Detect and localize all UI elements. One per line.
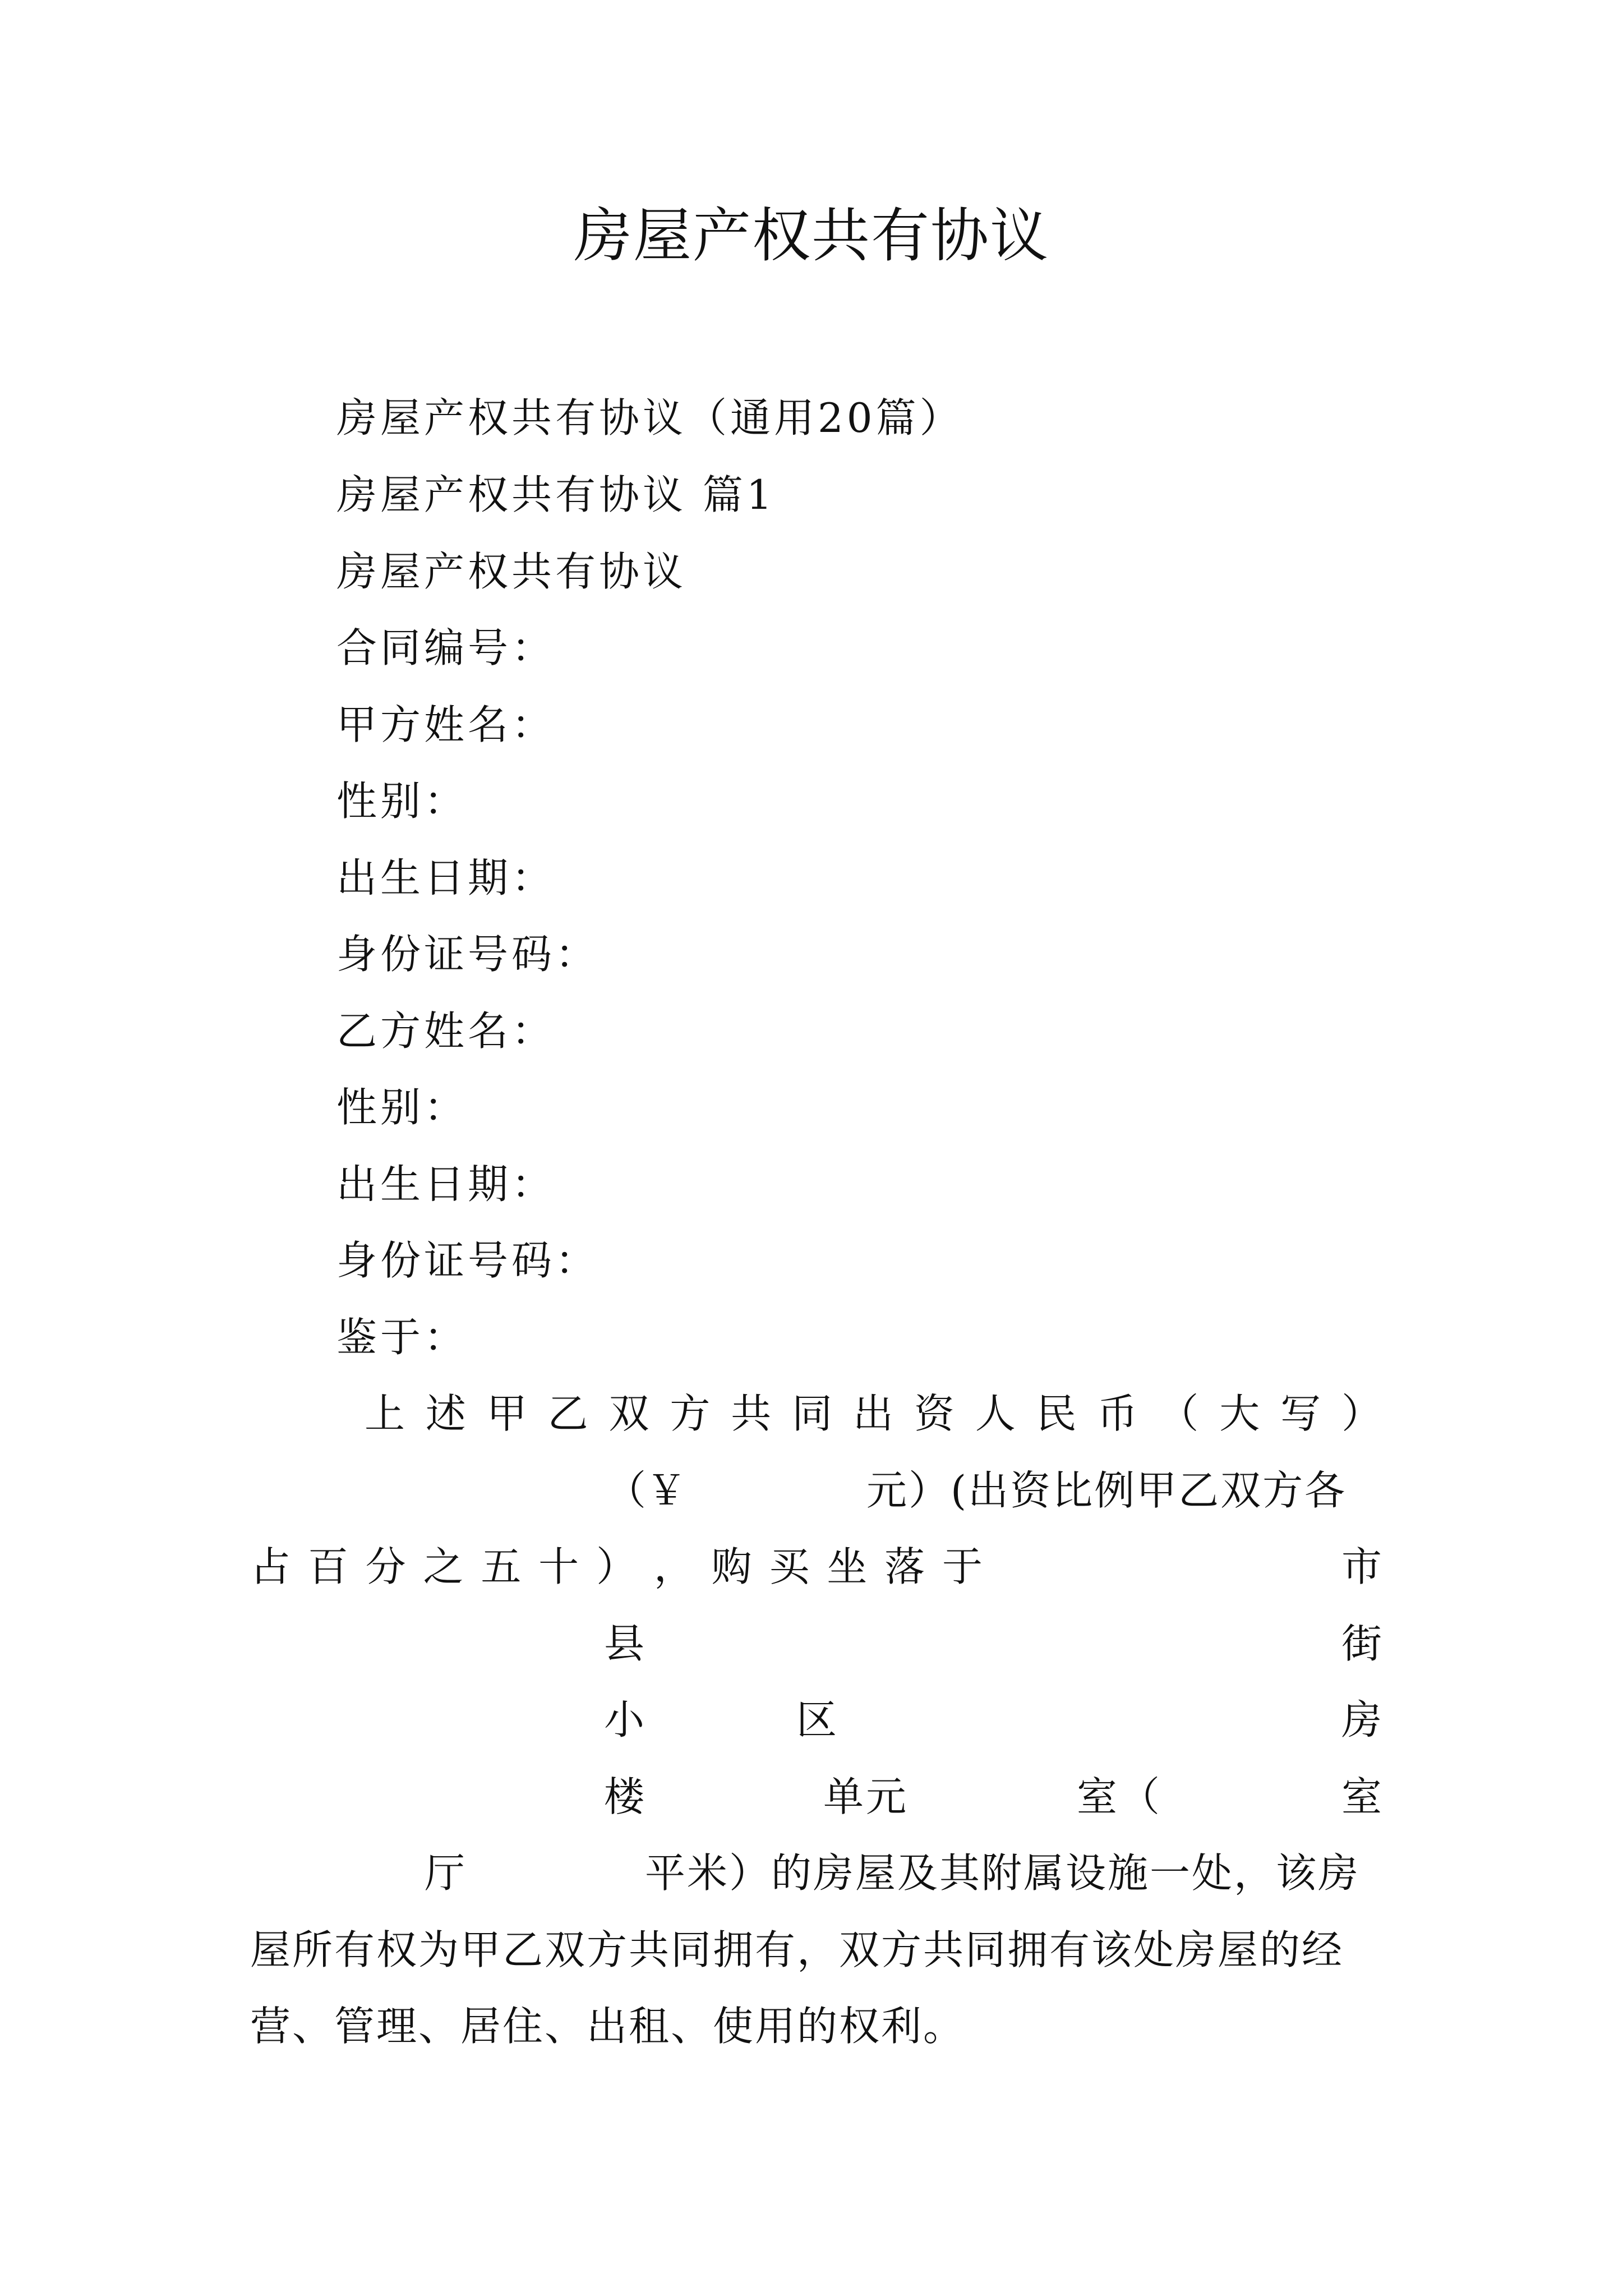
- clause-unit: 单元: [823, 1773, 909, 1820]
- clause-row-1-char: 上: [365, 1390, 405, 1437]
- clause-street: 街: [1341, 1620, 1382, 1667]
- clause-row-1-char: 出: [853, 1390, 894, 1437]
- clause-county: 县: [604, 1620, 645, 1667]
- clause-row-3-char: 于: [942, 1543, 983, 1590]
- party-b-name-label: 乙方姓名：: [336, 1007, 556, 1055]
- clause-row-3-char: ，: [653, 1543, 694, 1590]
- clause-row-1-char: 方: [670, 1390, 711, 1437]
- contract-number-label: 合同编号：: [336, 624, 556, 671]
- clause-row-1-char: 民: [1036, 1390, 1077, 1437]
- party-a-gender-label: 性别：: [336, 777, 468, 825]
- whereas-label: 鉴于：: [336, 1314, 468, 1361]
- party-b-gender-label: 性别：: [336, 1084, 468, 1131]
- agreement-heading: 房屋产权共有协议: [336, 548, 687, 595]
- clause-row-3-char: 坐: [827, 1543, 868, 1590]
- clause-row-3-char: 十: [538, 1543, 579, 1590]
- clause-row-3-char: 之: [423, 1543, 464, 1590]
- clause-row-3-char: 购: [711, 1543, 752, 1590]
- clause-row-9: 营、管理、居住、出租、使用的权利。: [250, 2003, 966, 2050]
- clause-row-8: 屋所有权为甲乙双方共同拥有，双方共同拥有该处房屋的经: [250, 1926, 1344, 1973]
- clause-row-1-char: 甲: [486, 1390, 527, 1437]
- clause-amount-open: （￥: [606, 1467, 687, 1514]
- clause-room-open: 室（: [1077, 1773, 1163, 1820]
- clause-row-1-char: （: [1158, 1390, 1199, 1437]
- clause-row-3-char: 买: [769, 1543, 810, 1590]
- clause-row-1-char: ）: [1341, 1390, 1382, 1437]
- clause-row-1-char: 双: [608, 1390, 649, 1437]
- clause-row-7-rest: 平米）的房屋及其附属设施一处，该房: [645, 1849, 1361, 1897]
- clause-city: 市: [1341, 1543, 1382, 1590]
- clause-small: 小: [604, 1696, 645, 1743]
- clause-row-2-rest: 元）(出资比例甲乙双方各: [866, 1467, 1347, 1514]
- clause-row-1-char: 资: [914, 1390, 955, 1437]
- clause-row-1-char: 共: [731, 1390, 772, 1437]
- clause-row-1-char: 写: [1280, 1390, 1321, 1437]
- clause-row-1-char: 大: [1219, 1390, 1260, 1437]
- clause-row-1-char: 述: [425, 1390, 466, 1437]
- clause-row-1-char: 币: [1097, 1390, 1138, 1437]
- clause-row-3-char: 五: [481, 1543, 522, 1590]
- clause-row-3-char: 百: [307, 1543, 348, 1590]
- clause-row-1-char: 人: [975, 1390, 1016, 1437]
- clause-rooms: 室: [1341, 1773, 1382, 1820]
- party-b-birthdate-label: 出生日期：: [336, 1161, 556, 1208]
- clause-hall: 厅: [425, 1849, 465, 1897]
- clause-row-3-char: 落: [884, 1543, 925, 1590]
- party-a-id-label: 身份证号码：: [336, 931, 600, 978]
- party-a-birthdate-label: 出生日期：: [336, 854, 556, 901]
- document-title: 房屋产权共有协议: [573, 201, 1049, 270]
- clause-row-1-char: 同: [792, 1390, 833, 1437]
- clause-room-no: 房: [1341, 1696, 1382, 1743]
- clause-building: 楼: [604, 1773, 645, 1820]
- clause-row-3-char: 分: [365, 1543, 406, 1590]
- clause-row-3-char: ）: [596, 1543, 637, 1590]
- subtitle-line: 房屋产权共有协议（通用20篇）: [336, 394, 963, 441]
- clause-district: 区: [796, 1696, 837, 1743]
- clause-row-1-char: 乙: [547, 1390, 588, 1437]
- section-heading: 房屋产权共有协议 篇1: [336, 471, 776, 518]
- party-b-id-label: 身份证号码：: [336, 1237, 600, 1284]
- clause-row-3-char: 占: [250, 1543, 291, 1590]
- party-a-name-label: 甲方姓名：: [336, 701, 556, 748]
